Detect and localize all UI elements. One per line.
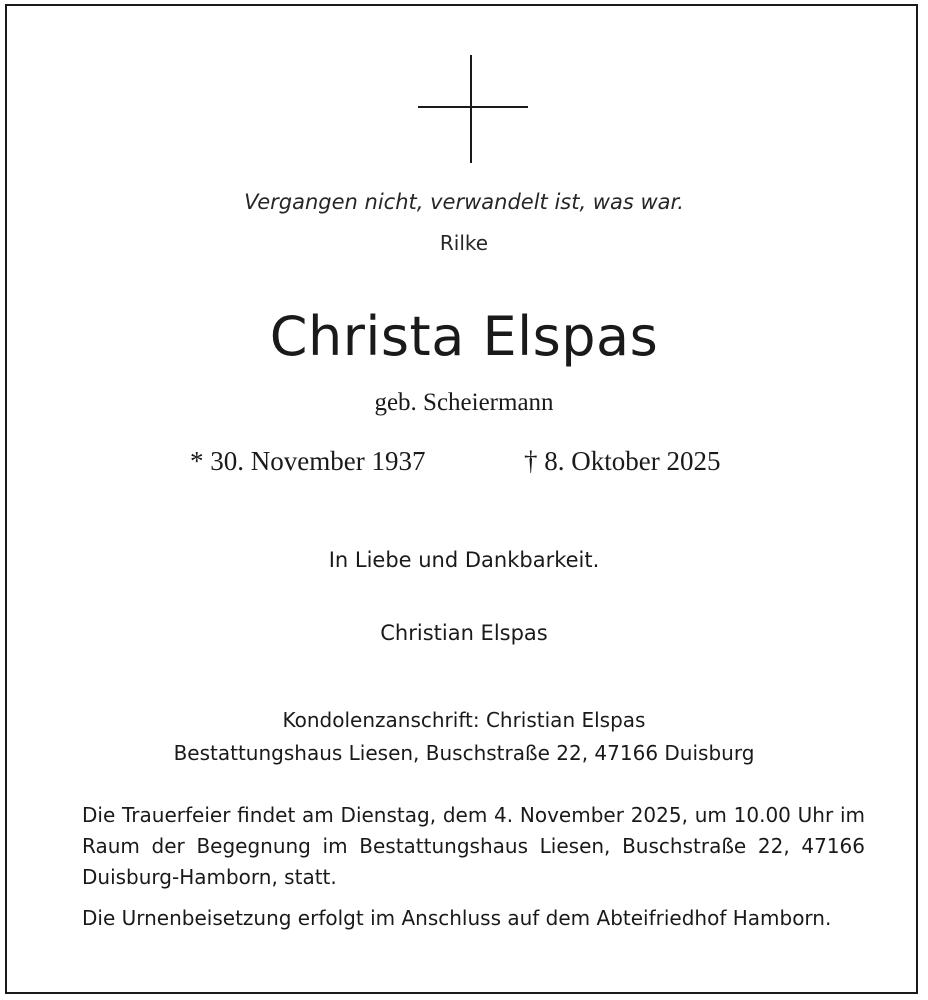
thanks-line: In Liebe und Dankbarkeit.: [328, 548, 600, 572]
death-date: † 8. Oktober 2025: [524, 446, 721, 476]
signer-name: Christian Elspas: [380, 621, 548, 645]
quote-author: Rilke: [439, 231, 489, 255]
cross-icon: [418, 55, 528, 163]
birth-date: * 30. November 1937: [190, 446, 426, 476]
condolence-line-1: Kondolenzanschrift: Christian Elspas: [282, 708, 646, 732]
ceremony-paragraph: Die Trauerfeier findet am Dienstag, dem 4. November 2025, um 10.00 Uhr im Raum der Begegnung im Bestattungshaus Liesen, Buschstraße 22, 47166 Duisburg-Hamborn, statt.: [82, 803, 865, 889]
burial-paragraph: Die Urnenbeisetzung erfolgt im Anschluss auf dem Abteifriedhof Hamborn.: [82, 906, 832, 930]
condolence-address: [0, 704, 928, 770]
deceased-name: Christa Elspas: [269, 305, 659, 368]
quote: Vergangen nicht, verwandelt ist, was war.: [244, 190, 684, 214]
born-name: geb. Scheiermann: [374, 389, 554, 416]
condolence-line-2: Bestattungshaus Liesen, Buschstraße 22, 47166 Duisburg: [173, 741, 755, 765]
